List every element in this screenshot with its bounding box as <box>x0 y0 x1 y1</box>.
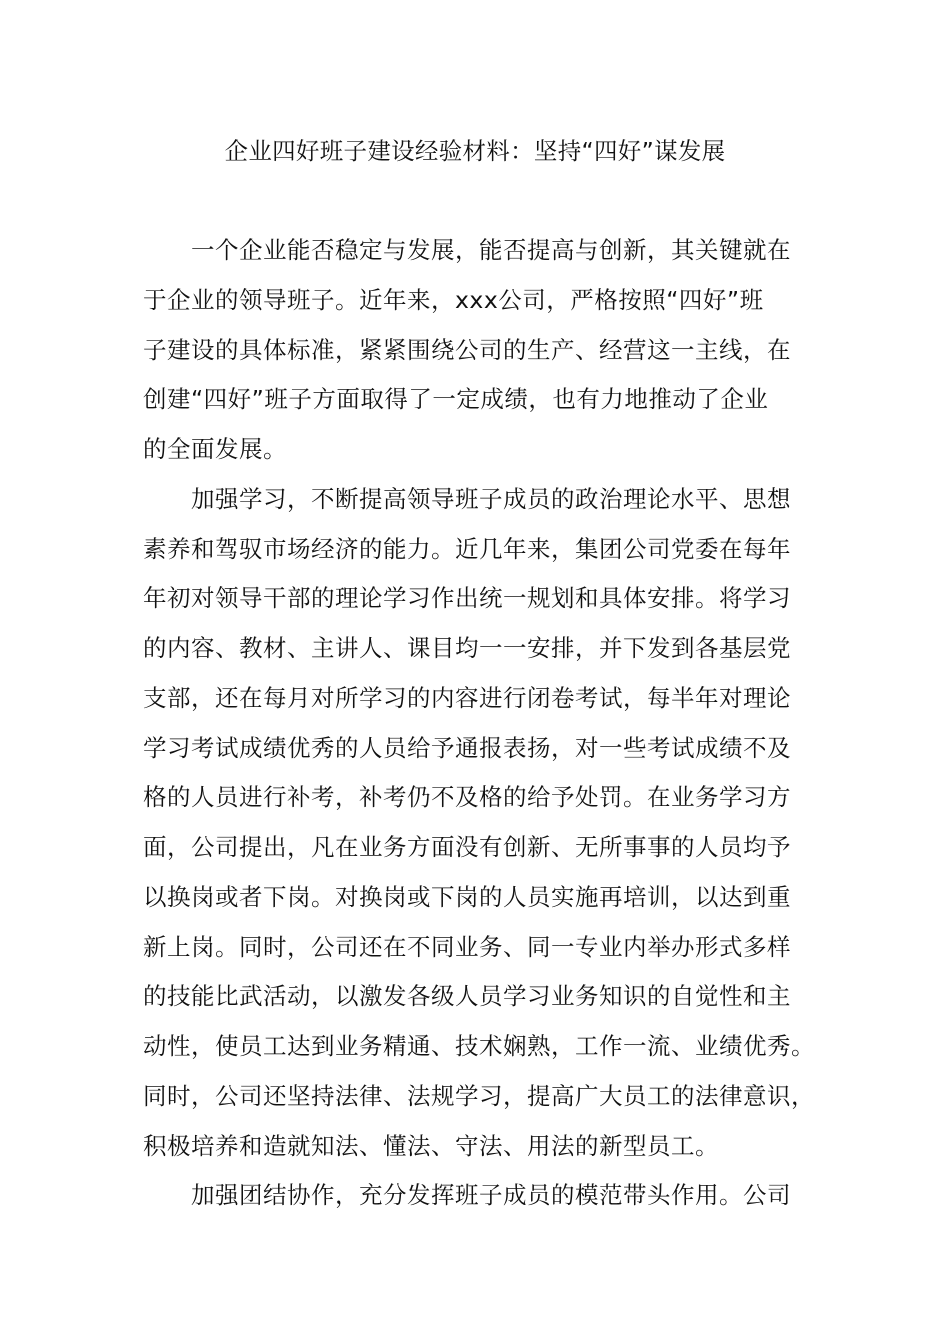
paragraph-line: 同时，公司还坚持法律、法规学习，提高广大员工的法律意识， <box>143 1081 815 1110</box>
paragraph-line: 的全面发展。 <box>143 435 287 463</box>
paragraph-line: 支部，还在每月对所学习的内容进行闭卷考试，每半年对理论 <box>143 683 791 712</box>
paragraph-line: 动性，使员工达到业务精通、技术娴熟，工作一流、业绩优秀。 <box>143 1032 815 1060</box>
paragraph-line: 一个企业能否稳定与发展，能否提高与创新，其关键就在 <box>191 236 791 264</box>
paragraph-line: 年初对领导干部的理论学习作出统一规划和具体安排。将学习 <box>143 584 791 613</box>
paragraph-intro <box>143 226 809 475</box>
paragraph-line: 面，公司提出，凡在业务方面没有创新、无所事事的人员均予 <box>143 833 791 861</box>
document-body <box>143 226 815 1221</box>
paragraph-line: 的内容、教材、主讲人、课目均一一安排，并下发到各基层党 <box>143 634 791 662</box>
paragraph-line: 新上岗。同时，公司还在不同业务、同一专业内举办形式多样 <box>143 932 791 961</box>
paragraph-line: 的技能比武活动，以激发各级人员学习业务知识的自觉性和主 <box>143 982 791 1011</box>
paragraph-study <box>143 475 815 1172</box>
paragraph-line: 加强学习，不断提高领导班子成员的政治理论水平、思想 <box>191 484 791 513</box>
paragraph-line: 学习考试成绩优秀的人员给予通报表扬，对一些考试成绩不及 <box>143 733 791 762</box>
paragraph-line: 以换岗或者下岗。对换岗或下岗的人员实施再培训，以达到重 <box>143 882 791 911</box>
paragraph-line: 积极培养和造就知法、懂法、守法、用法的新型员工。 <box>143 1131 719 1160</box>
paragraph-line: 格的人员进行补考，补考仍不及格的给予处罚。在业务学习方 <box>143 783 791 812</box>
paragraph-line: 加强团结协作，充分发挥班子成员的模范带头作用。公司 <box>191 1181 791 1210</box>
paragraph-line: 创建“四好”班子方面取得了一定成绩，也有力地推动了企业 <box>143 385 769 414</box>
paragraph-line: 子建设的具体标准，紧紧围绕公司的生产、经营这一主线，在 <box>143 335 791 364</box>
paragraph-line: 于企业的领导班子。近年来，xxx公司，严格按照“四好”班 <box>143 285 764 314</box>
document-title: 企业四好班子建设经验材料：坚持“四好”谋发展 <box>224 137 726 165</box>
paragraph-teamwork <box>143 1171 809 1221</box>
paragraph-line: 素养和驾驭市场经济的能力。近几年来，集团公司党委在每年 <box>143 534 791 563</box>
